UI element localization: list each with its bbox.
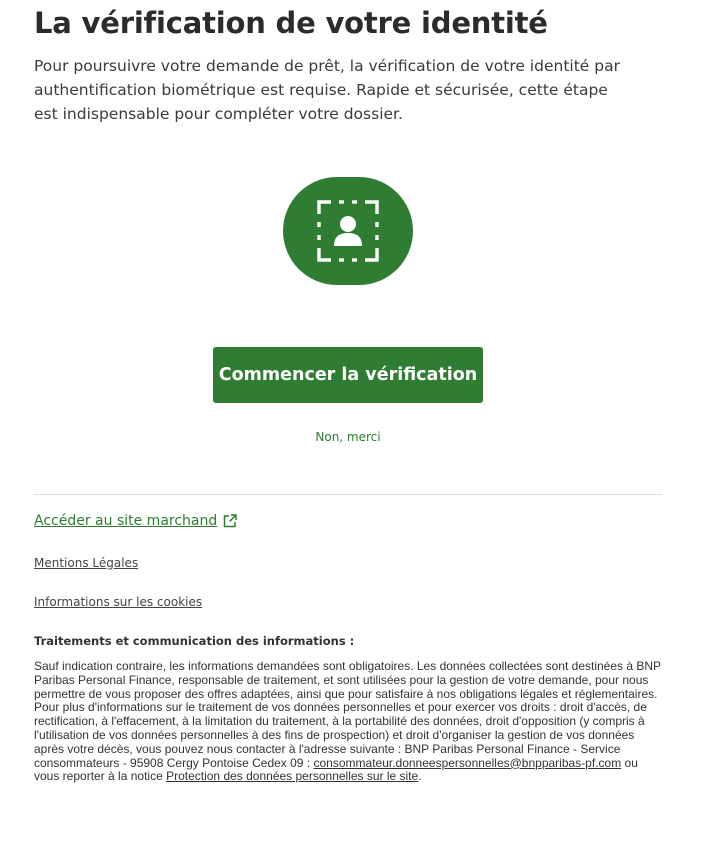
start-verification-button[interactable]: Commencer la vérification [213,347,483,403]
face-scan-icon [283,177,413,285]
privacy-notice-link[interactable]: Protection des données personnelles sur le site [166,769,419,784]
page-title: La vérification de votre identité [34,6,548,40]
decline-link[interactable]: Non, merci [315,430,381,444]
intro-text: Pour poursuivre votre demande de prêt, la vérification de votre identité par authentification biométrique est requise. Rapide et sécurisée, cette étape est indispensable pour compléter votre dossier. [34,57,620,123]
cookies-info-link[interactable]: Informations sur les cookies [34,595,203,609]
page [34,0,662,784]
legal-end: . [418,769,422,784]
divider [34,494,662,495]
legal-notice-link[interactable]: Mentions Légales [34,556,139,570]
external-link-icon [223,514,237,528]
legal-text [34,660,664,784]
privacy-email-link[interactable]: consommateur.donneespersonnelles@bnpparibas-pf.com [313,755,622,770]
merchant-site-label: Accéder au site marchand [34,513,218,529]
legal-middle: ou vous reporter à la notice [34,755,638,784]
merchant-site-link[interactable] [34,513,237,529]
face-scan-glyph [317,200,379,262]
legal-body: Sauf indication contraire, les informations demandées sont obligatoires. Les données collectées sont destinées à BNP Paribas Personal Finance, responsable de traitement, et sont utilisées pour la gestion de votre demande, pour nous permettre de vous proposer des offres adaptées, ainsi que pour satisfaire à nos obligations légales et réglementaires. Pour plus d'informations sur le traitement de vos données personnelles et pour exercer vos droits : droit d'accès, de rectification, à l'effacement, à la limitation du traitement, à la portabilité des données, droit d'opposition (y compris à l'utilisation de vos données personnelles à des fins de prospection) et droit d'organiser la gestion de vos données après votre décès, vous pouvez nous contacter à l'adresse suivante : BNP Paribas Personal Finance - Service consommateurs - 95908 Cergy Pontoise Cedex 09 : [34,659,661,770]
legal-heading: Traitements et communication des informations : [34,634,355,648]
